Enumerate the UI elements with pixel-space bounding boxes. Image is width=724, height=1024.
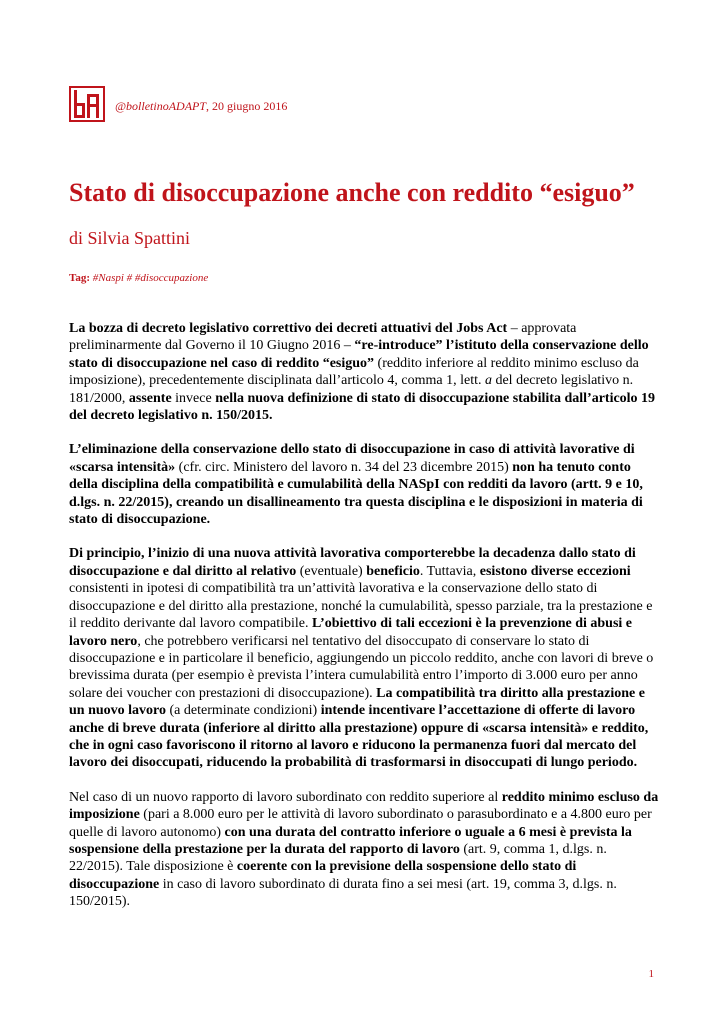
paragraph <box>69 320 661 424</box>
bold-text-run: L’obiettivo di tali eccezioni è la prevenzione di abusi e lavoro nero <box>69 616 633 649</box>
bold-text-run: con una durata del contratto inferiore o uguale a 6 mesi è prevista la sospensione della prestazione per la durata del rapporto di lavoro <box>69 824 632 857</box>
text-run: in caso di lavoro subordinato di durata fino a sei mesi (art. 19, comma 3, d.lgs. n. 150/2015). <box>69 876 617 910</box>
article-body <box>69 320 661 928</box>
text-run: (cfr. circ. Ministero del lavoro n. 34 del 23 dicembre 2015) <box>175 459 513 475</box>
tags-line <box>69 272 208 284</box>
text-run: (art. 9, comma 1, d.lgs. n. 22/2015). Tale disposizione è <box>69 841 607 875</box>
twitter-handle[interactable]: @bolletinoADAPT <box>115 99 207 113</box>
text-run: (reddito inferiore al reddito minimo escluso da imposizione), precedentemente disciplinata dall’articolo 4, comma 1, lett. <box>69 355 639 389</box>
text-run: (eventuale) <box>296 563 367 579</box>
text-run: . Tuttavia, <box>419 563 480 579</box>
bold-text-run: intende incentivare l’accettazione di offerte di lavoro anche di breve durata (inferiore al diritto alla prestazione) oppure di «scarsa intensità» e reddito, che in ogni caso favoriscono il ritorno al lavoro e riducono la permanenza fuori dal mercato del lavoro dei disoccupati, riducendo la probabilità di trasformarsi in disoccupati di lungo periodo. <box>69 703 649 771</box>
bold-text-run: La compatibilità tra diritto alla prestazione e un nuovo lavoro <box>69 685 645 719</box>
article-author: di Silvia Spattini <box>69 228 191 248</box>
paragraph <box>69 789 661 911</box>
text-run: consistenti in ipotesi di compatibilità tra un’attività lavorativa e la conservazione dello stato di disoccupazione e del diritto alla prestazione, nonché la cumulabilità, spesso parziale, tra la prestazione e il reddito derivante dal lavoro compatibile. <box>69 581 653 632</box>
text-run: a <box>484 373 492 389</box>
header-line <box>115 99 287 114</box>
bold-text-run: beneficio <box>366 563 420 579</box>
bold-text-run: nella nuova definizione di stato di disoccupazione stabilita dall’articolo 19 del decreto legislativo n. 150/2015. <box>69 390 656 424</box>
article-title: Stato di disoccupazione anche con reddito “esiguo” <box>69 178 635 207</box>
bold-text-run: non ha tenuto conto della disciplina della compatibilità e cumulabilità della NASpI con redditi da lavoro (artt. 9 e 10, d.lgs. n. 22/2015), creando un disallineamento tra questa disciplina e le disposizioni in materia di stato di disoccupazione. <box>69 459 643 528</box>
publication-date: , 20 giugno 2016 <box>206 99 288 113</box>
bold-text-run: esistono diverse eccezioni <box>479 563 631 579</box>
text-run: invece <box>171 390 216 406</box>
paragraph <box>69 441 661 528</box>
bold-text-run: L’eliminazione della conservazione dello stato di disoccupazione in caso di attività lavorative di «scarsa intensità» <box>69 442 635 475</box>
text-run: (pari a 8.000 euro per le attività di lavoro subordinato o parasubordinato e a 4.800 euro per quelle di lavoro autonomo) <box>69 807 652 840</box>
text-run: Nel caso di un nuovo rapporto di lavoro subordinato con reddito superiore al <box>69 789 502 805</box>
bold-text-run: assente <box>128 390 172 406</box>
paragraph <box>69 545 661 771</box>
text-run: (a determinate condizioni) <box>166 703 321 719</box>
bold-text-run: reddito minimo escluso da imposizione <box>69 789 659 823</box>
bold-text-run: Di principio, l’inizio di una nuova attività lavorativa comporterebbe la decadenza dallo stato di disoccupazione e dal diritto al relativo <box>69 546 636 579</box>
text-run: , che potrebbero verificarsi nel tentativo del disoccupato di conservare lo stato di disoccupazione e in particolare il beneficio, aggiungendo un piccolo reddito, anche con lavori di breve o brevissima durata (per esempio è prevista l’intera cumulabilità entro l’importo di 3.000 euro per anno solare dei voucher con prestazioni di disoccupazione). <box>69 633 654 701</box>
bold-text-run: coerente con la previsione della sospensione dello stato di disoccupazione <box>69 859 577 892</box>
page-number: 1 <box>648 968 654 980</box>
bold-text-run: La bozza di decreto legislativo correttivo dei decreti attuativi del Jobs Act <box>69 321 508 336</box>
tags-value[interactable]: #Naspi # #disoccupazione <box>90 272 209 284</box>
bold-text-run: “re-introduce” l’istituto della conservazione dello stato di disoccupazione nel caso di reddito “esiguo” <box>69 338 649 371</box>
text-run: – approvata preliminarmente dal Governo il 10 Giugno 2016 – <box>69 321 577 354</box>
text-run: del decreto legislativo n. 181/2000, <box>69 373 634 406</box>
adapt-logo <box>69 86 105 122</box>
tags-label: Tag: <box>69 272 90 284</box>
